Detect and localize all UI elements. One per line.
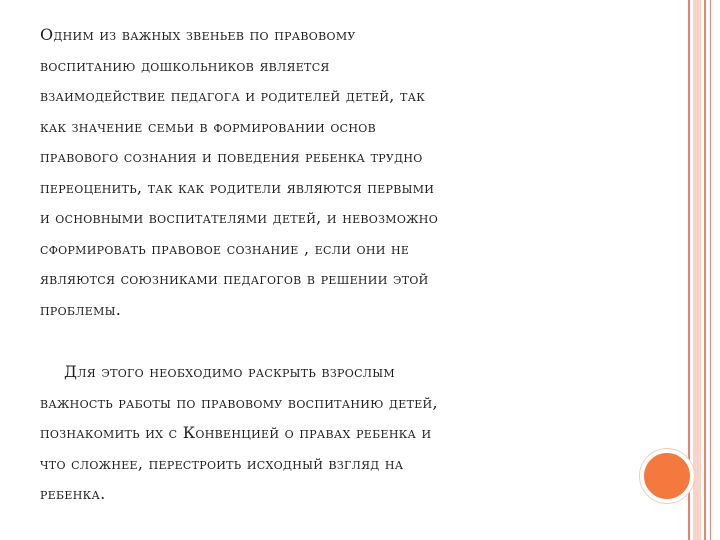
rail-line-2 [704,0,706,540]
paragraph-spacer [40,325,640,357]
slide-body-text [40,20,640,510]
rail-line-3 [710,0,711,540]
paragraph-2: Для этого необходимо раскрыть взрослым важность работы по правовому воспитанию детей, познакомить их с Конвенцией о правах ребенка и что сложнее, перестроить исходный взгляд на ребенка. [40,362,438,503]
decorative-side-rail [684,0,720,540]
decorative-orange-circle [640,449,694,503]
paragraph-1: Одним из важных звеньев по правовому воспитанию дошкольников является взаимодействие педагога и родителей детей, так как значение семьи в формировании основ правового сознания и поведения ребенка трудно переоценить, так как родители являются первыми и основными воспитателями детей, и невозможно сформировать правовое сознание , если они не являются союзниками педагогов в решении этой проблемы. [40,25,439,319]
rail-band [693,0,701,540]
